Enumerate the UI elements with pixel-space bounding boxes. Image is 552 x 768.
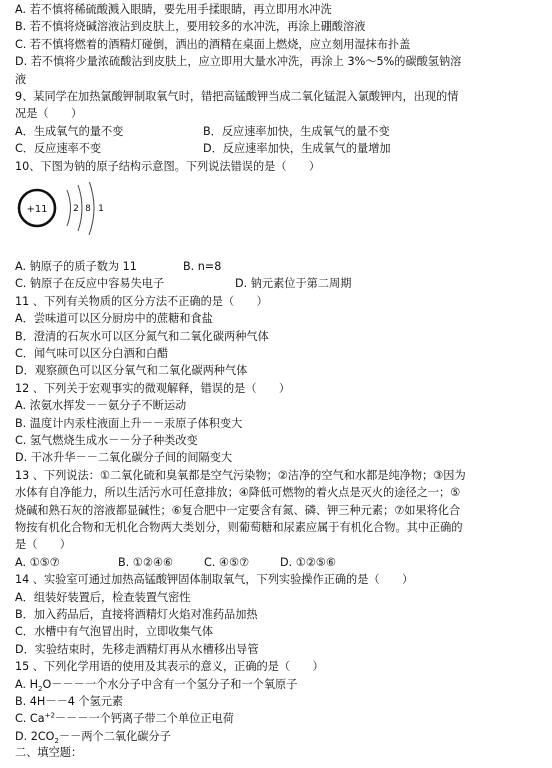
q9-stem-cont: 况是（ ） (15, 107, 83, 121)
q13-stem: 13 、下列说法：①二氧化硫和臭氧都是空气污染物；②洁净的空气和水都是纯净物；③因为 (15, 468, 466, 482)
q15-a-subscript: 2 (37, 684, 43, 693)
q15-option-b: B. 4H－－4 个氢元素 (15, 695, 124, 708)
q13-option-a: A. ①⑤⑦ (15, 555, 60, 569)
q13-option-b: B. ①②④⑥ (118, 555, 173, 569)
q15-option-d (15, 728, 544, 746)
q8-option-d: D. 若不慎将少量浓硫酸沾到皮肤上，应立即用大量水冲洗，再涂上 3%～5%的碳酸氢钠溶 (15, 55, 462, 69)
q15-a-formula: A. H (15, 677, 38, 691)
q11-option-d: D．观察颜色可以区分氧气和二氧化碳两种气体 (15, 364, 248, 378)
shell-2-electrons: 8 (85, 203, 91, 214)
q11-option-a: A．尝味道可以区分厨房中的蔗糖和食盐 (15, 312, 213, 326)
q14-option-d: D．实验结束时，先移走酒精灯再从水槽移出导管 (15, 642, 259, 656)
q12-option-d: D. 干冰升华－－二氧化碳分子间的间隔变大 (15, 451, 233, 465)
q9-option-a: A．生成氧气的量不变 (15, 124, 124, 138)
q10-option-c: C. 钠原子在反应中容易失电子 (15, 277, 165, 291)
q10-options-row2 (15, 275, 544, 293)
q15-d-formula: D. 2CO (15, 729, 55, 743)
q8-option-c: C. 若不慎将燃着的酒精灯碰倒，洒出的酒精在桌面上燃烧，应立刻用湿抹布扑盖 (15, 37, 411, 51)
shell-1-electrons: 2 (73, 203, 79, 214)
section-2-heading: 二、填空题： (15, 746, 83, 760)
q13-stem-cont-3: 物按有机化合物和无机化合物两大类划分，则葡萄糖和尿素应属于有机化合物。其中正确的 (15, 521, 463, 534)
q10-option-a: A. 钠原子的质子数为 11 (15, 260, 137, 273)
q9-option-c: C．反应速率不变 (15, 142, 102, 156)
q9-option-b: B．反应速率加快，生成氧气的量不变 (203, 124, 390, 138)
q15-stem: 15 、下列化学用语的使用及其表示的意义，正确的是（ ） (15, 660, 324, 674)
q12-option-a: A. 浓氨水挥发－－氨分子不断运动 (15, 399, 187, 413)
q15-option-c (15, 710, 544, 728)
q12-option-c: C. 氢气燃烧生成水－－分子种类改变 (15, 434, 198, 447)
sodium-atom-diagram (15, 182, 125, 244)
q13-stem-cont-4: 是（ ） (15, 538, 71, 552)
q10-option-d: D. 钠元素位于第二周期 (235, 277, 352, 291)
q12-stem: 12 、下列关于宏观事实的微观解释，错误的是（ ） (15, 381, 291, 395)
q10-option-b: B. n=8 (183, 260, 222, 273)
q13-options (15, 554, 544, 572)
q8-option-b: B. 若不慎将烧碱溶液沾到皮肤上，要用较多的水冲洗，再涂上硼酸溶液 (15, 20, 366, 34)
q11-option-b: B．澄清的石灰水可以区分氮气和二氧化碳两种气体 (15, 329, 269, 343)
q14-option-c: C．水槽中有气泡冒出时，立即收集气体 (15, 625, 214, 639)
q11-stem: 11 、下列有关物质的区分方法不正确的是（ ） (15, 294, 268, 308)
q15-c-superscript: +2 (44, 711, 55, 720)
q12-option-b: B. 温度计内汞柱液面上升－－汞原子体积变大 (15, 416, 243, 430)
q10-options-row1 (15, 258, 544, 276)
q15-d-text: －－两个二氧化碳分子 (58, 729, 171, 743)
q13-stem-cont-2: 烧碱和熟石灰的溶液都显碱性；⑥复合肥中一定要含有氮、磷、钾三种元素；⑦如果将化合 (15, 503, 461, 517)
q14-option-b: B．加入药品后，直接将酒精灯火焰对准药品加热 (15, 608, 258, 621)
q15-c-text: －－－一个钙离子带二个单位正电荷 (54, 712, 234, 726)
shell-3-electrons: 1 (98, 203, 104, 214)
q13-option-c: C. ④⑤⑦ (204, 555, 250, 569)
q14-stem: 14 、实验室可通过加热高锰酸钾固体制取氧气，下列实验操作正确的是（ ） (15, 573, 414, 587)
q10-stem: 10、下图为钠的原子结构示意图。下列说法错误的是（ ） (15, 159, 321, 173)
q15-a-text: O－－－一个水分子中含有一个氢分子和一个氧原子 (42, 677, 298, 691)
q9-option-d: D．反应速率加快，生成氧气的量增加 (203, 142, 391, 156)
q8-option-d-cont: 液 (15, 72, 27, 86)
q14-option-a: A．组装好装置后，检查装置气密性 (15, 590, 191, 604)
nucleus-charge: +11 (26, 203, 48, 215)
q15-d-subscript: 2 (54, 737, 59, 746)
q9-options-row1 (15, 123, 544, 141)
q13-option-d: D. ①②⑤⑥ (280, 555, 336, 569)
q15-option-a (15, 676, 544, 694)
q13-stem-cont-1: 水体有自净能力，所以生活污水可任意排放；④降低可燃物的着火点是灭火的途径之一；⑤ (15, 486, 461, 500)
shell-arc-1 (67, 190, 71, 226)
q9-stem: 9、某同学在加热氯酸钾制取氧气时，错把高锰酸钾当成二氧化锰混入氯酸钾内，出现的情 (15, 90, 459, 103)
q15-c-formula: C. Ca (15, 712, 45, 726)
q11-option-c: C．闻气味可以区分白酒和白醋 (15, 347, 169, 360)
q8-option-a: A. 若不慎将稀硫酸溅入眼睛，要先用手揉眼睛，再立即用水冲洗 (15, 3, 332, 16)
q9-options-row2 (15, 140, 544, 158)
